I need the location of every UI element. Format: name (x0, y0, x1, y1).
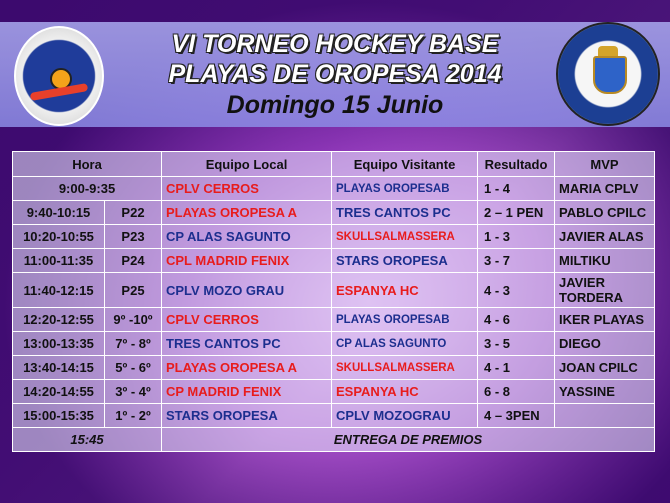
shield-icon (593, 56, 627, 94)
match-mvp: JAVIER TORDERA (555, 273, 655, 308)
match-result: 4 - 1 (478, 356, 555, 380)
match-mvp (555, 404, 655, 428)
match-code: 9º -10º (105, 308, 162, 332)
table-row (13, 225, 655, 249)
home-team: CPLV MOZO GRAU (162, 273, 332, 308)
match-result: 2 – 1 PEN (478, 201, 555, 225)
match-time: 13:00-13:35 (13, 332, 105, 356)
away-team: PLAYAS OROPESAB (332, 177, 478, 201)
match-result: 6 - 8 (478, 380, 555, 404)
tournament-title: VI TORNEO HOCKEY BASE (171, 30, 499, 58)
match-result: 3 - 7 (478, 249, 555, 273)
home-team: PLAYAS OROPESA A (162, 201, 332, 225)
match-time: 11:40-12:15 (13, 273, 105, 308)
home-team: PLAYAS OROPESA A (162, 356, 332, 380)
match-mvp: MARIA CPLV (555, 177, 655, 201)
crown-icon (598, 46, 618, 56)
match-time: 12:20-12:55 (13, 308, 105, 332)
awards-time: 15:45 (13, 428, 162, 452)
table-row (13, 332, 655, 356)
away-team: ESPANYA HC (332, 380, 478, 404)
away-team: STARS OROPESA (332, 249, 478, 273)
tournament-subtitle: PLAYAS DE OROPESA 2014 (168, 60, 502, 88)
match-mvp: JOAN CPILC (555, 356, 655, 380)
header-mvp: MVP (555, 152, 655, 177)
table-header-row (13, 152, 655, 177)
home-team: TRES CANTOS PC (162, 332, 332, 356)
home-team: CP MADRID FENIX (162, 380, 332, 404)
match-time: 10:20-10:55 (13, 225, 105, 249)
match-mvp: MILTIKU (555, 249, 655, 273)
match-code: 7º - 8º (105, 332, 162, 356)
tournament-date: Domingo 15 Junio (226, 91, 444, 119)
match-code: 5º - 6º (105, 356, 162, 380)
header-resultado: Resultado (478, 152, 555, 177)
match-code: 1º - 2º (105, 404, 162, 428)
match-time: 13:40-14:15 (13, 356, 105, 380)
awards-label: ENTREGA DE PREMIOS (162, 428, 655, 452)
match-time: 15:00-15:35 (13, 404, 105, 428)
home-team: STARS OROPESA (162, 404, 332, 428)
table-row (13, 273, 655, 308)
match-result: 1 - 3 (478, 225, 555, 249)
match-mvp: PABLO CPILC (555, 201, 655, 225)
match-result: 1 - 4 (478, 177, 555, 201)
match-code: P22 (105, 201, 162, 225)
awards-row (13, 428, 655, 452)
match-time: 11:00-11:35 (13, 249, 105, 273)
table-row (13, 201, 655, 225)
match-result: 3 - 5 (478, 332, 555, 356)
table-row (13, 177, 655, 201)
table-row (13, 356, 655, 380)
away-team: ESPANYA HC (332, 273, 478, 308)
club-logo (14, 26, 104, 126)
match-time: 14:20-14:55 (13, 380, 105, 404)
table-row (13, 249, 655, 273)
away-team: TRES CANTOS PC (332, 201, 478, 225)
home-team: CPL MADRID FENIX (162, 249, 332, 273)
home-team: CPLV CERROS (162, 308, 332, 332)
header-hora: Hora (13, 152, 162, 177)
table-row (13, 404, 655, 428)
away-team: SKULLSALMASSERA (332, 225, 478, 249)
match-code: 3º - 4º (105, 380, 162, 404)
match-mvp: YASSINE (555, 380, 655, 404)
match-code: P23 (105, 225, 162, 249)
away-team: SKULLSALMASSERA (332, 356, 478, 380)
match-time: 9:40-10:15 (13, 201, 105, 225)
town-hall-seal (556, 22, 660, 126)
match-code: P25 (105, 273, 162, 308)
schedule-table (12, 151, 655, 452)
header-local: Equipo Local (162, 152, 332, 177)
home-team: CP ALAS SAGUNTO (162, 225, 332, 249)
match-mvp: JAVIER ALAS (555, 225, 655, 249)
match-mvp: IKER PLAYAS (555, 308, 655, 332)
home-team: CPLV CERROS (162, 177, 332, 201)
table-row (13, 380, 655, 404)
away-team: PLAYAS OROPESAB (332, 308, 478, 332)
match-time: 9:00-9:35 (13, 177, 162, 201)
away-team: CP ALAS SAGUNTO (332, 332, 478, 356)
match-code: P24 (105, 249, 162, 273)
match-result: 4 - 6 (478, 308, 555, 332)
match-mvp: DIEGO (555, 332, 655, 356)
away-team: CPLV MOZOGRAU (332, 404, 478, 428)
header-visitante: Equipo Visitante (332, 152, 478, 177)
match-result: 4 - 3 (478, 273, 555, 308)
table-row (13, 308, 655, 332)
match-result: 4 – 3PEN (478, 404, 555, 428)
